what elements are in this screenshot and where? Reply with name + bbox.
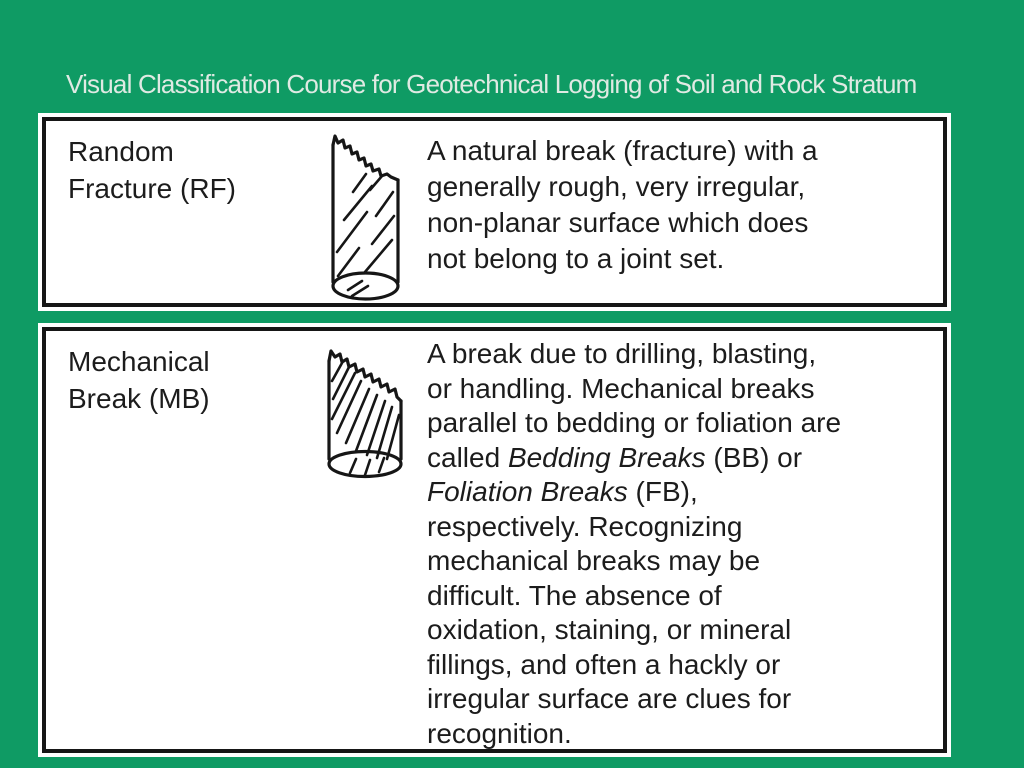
definition-text-mechanical-break: A break due to drilling, blasting, or handling. Mechanical breaks parallel to bedding or foliation are called Bedding Breaks (BB) or Foliation Breaks (FB), respectively. Recognizing mechanical breaks may be difficult. The absence of oxidation, staining, or mineral fillings, and often a hackly or irregular surface are clues for recognition. <box>427 338 842 749</box>
rock-core-random-fracture-icon <box>320 130 404 311</box>
term-label-random-fracture <box>68 133 236 207</box>
rock-core-mechanical-break-icon <box>318 343 408 488</box>
term-line: Mechanical <box>68 346 210 377</box>
term-line: Break (MB) <box>68 383 210 414</box>
term-label-mechanical-break <box>68 343 210 417</box>
definition-panel-random-fracture <box>42 117 947 307</box>
term-line: Random <box>68 136 174 167</box>
slide-title: Visual Classification Course for Geotechnical Logging of Soil and Rock Stratum <box>66 69 917 99</box>
term-line: Fracture (RF) <box>68 173 236 204</box>
definition-text-random-fracture: A natural break (fracture) with a generally rough, very irregular, non-planar surface which does not belong to a joint set. <box>427 135 818 274</box>
definition-panel-mechanical-break <box>42 327 947 753</box>
